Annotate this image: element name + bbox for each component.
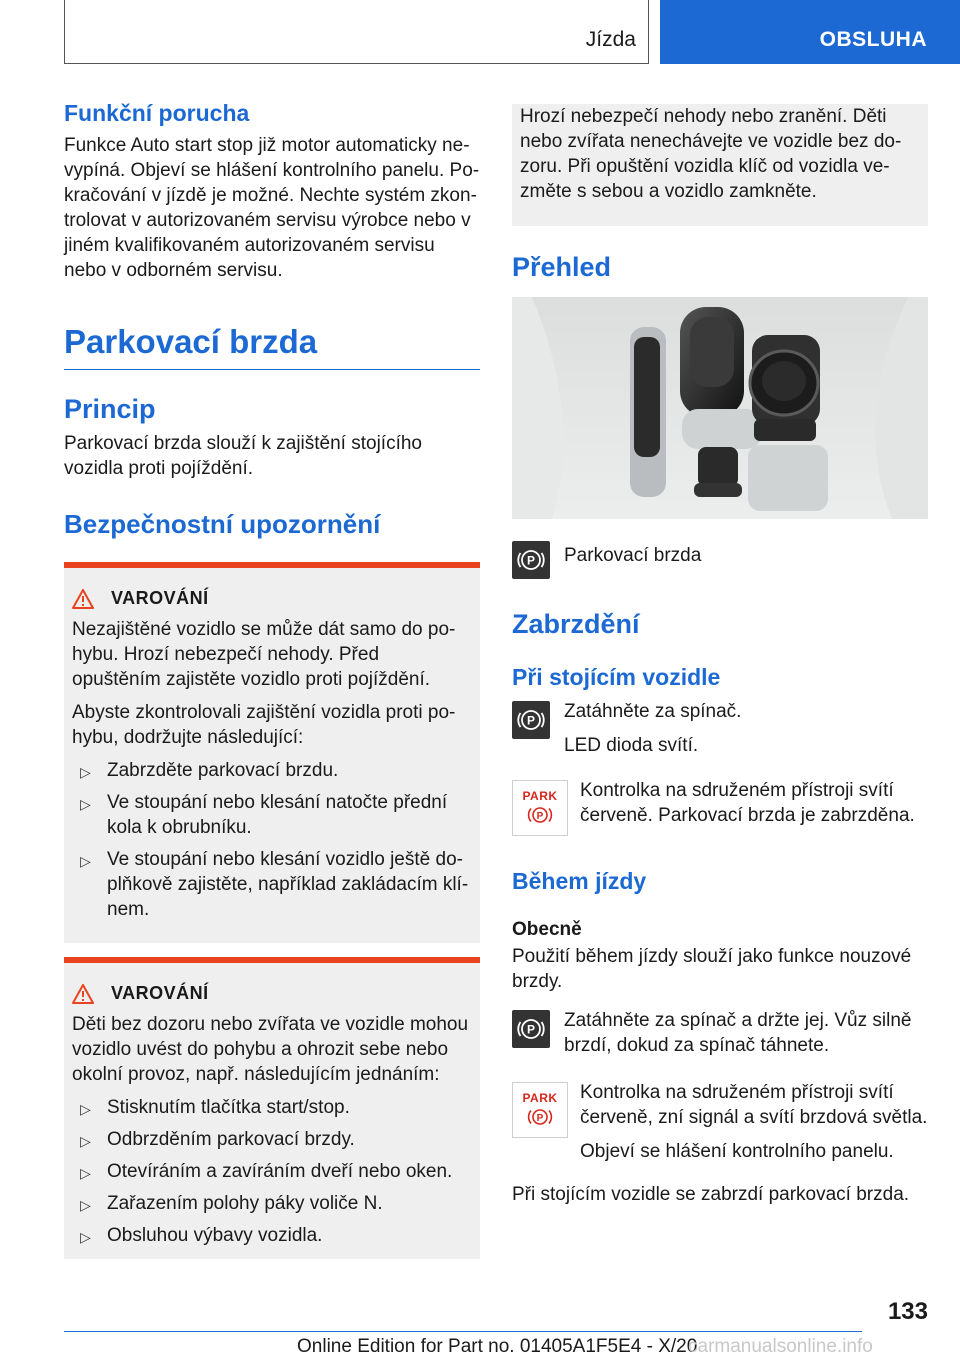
parking-brake-icon (512, 1010, 550, 1048)
watermark: carmanualsonline.info (688, 1336, 873, 1357)
driving-heading: Během jízdy (512, 868, 647, 894)
fault-heading: Funkční porucha (64, 100, 250, 126)
console-photo (512, 297, 928, 519)
warning-title: VAROVÁNÍ (111, 983, 209, 1003)
step-text: Zatáhněte za spínač a držte jej. Vůz silně brzdí, dokud za spínač táhnete. (564, 1010, 912, 1056)
warning-list (72, 1095, 472, 1248)
edition-text: Online Edition for Part no. 01405A1F5E4 - X/20 (297, 1336, 698, 1357)
footer-rule (64, 1331, 862, 1332)
indicator-text: Kontrolka na sdruženém přístroji svítí červeně, zní signál a svítí brzdová světla. (580, 1082, 928, 1128)
section-label: Jízda (585, 28, 636, 51)
warning-text: Abyste zkontrolovali zajištění vozidla proti pohybu, dodržujte následující: (72, 702, 456, 748)
step-text: Zatáhněte za spínač. (564, 701, 742, 722)
svg-text:P: P (526, 1022, 536, 1037)
principle-heading: Princip (64, 394, 156, 424)
apply-heading: Zabrzdění (512, 609, 640, 639)
warning-text: Hrozí nebezpečí nehody nebo zranění. Děti nebo zvířata nenechávejte ve vozidle bez dozoru. Při opuštění vozidla klíč od vozidla vezměte s sebou a vozidlo zamkněte. (520, 106, 902, 202)
list-item: ▷ Odbrzděním parkovací brzdy. (80, 1129, 355, 1150)
center-console-image (512, 297, 928, 519)
page-number: 133 (887, 1298, 928, 1325)
parking-brake-icon (512, 541, 550, 579)
warning-icon (72, 984, 94, 1004)
stationary-heading: Při stojícím vozidle (512, 664, 721, 690)
indicator-text: Objeví se hlášení kontrolního panelu. (580, 1141, 894, 1162)
warning-text: Nezajištěné vozidlo se může dát samo do pohybu. Hrozí nebezpečí nehody. Před opuštěním zajistěte vozidlo proti pojíždění. (72, 619, 456, 690)
list-item: ▷ Ve stoupání nebo klesání vozidlo ještě doplňkově zajistěte, například zakládacím klínem. (80, 849, 469, 920)
general-text: Použití během jízdy slouží jako funkce nouzové brzdy. (512, 946, 912, 992)
list-item: ▷ Obsluhou výbavy vozidla. (80, 1225, 323, 1246)
park-indicator-icon: PARK P (512, 1082, 568, 1138)
warning-continuation (512, 104, 928, 226)
general-heading: Obecně (512, 919, 582, 940)
final-text: Při stojícím vozidle se zabrzdí parkovací brzda. (512, 1184, 910, 1205)
svg-text:P: P (526, 713, 536, 728)
list-item: ▷ Zařazením polohy páky voliče N. (80, 1193, 383, 1214)
icon-caption: Parkovací brzda (564, 545, 702, 566)
svg-text:P: P (536, 811, 544, 822)
warning-icon (72, 589, 94, 609)
heading-rule (64, 369, 480, 370)
driving-step (512, 1008, 928, 1058)
list-item: ▷ Zabrzděte parkovací brzdu. (80, 760, 339, 781)
warning-box-2 (64, 957, 480, 1259)
header-frame (64, 0, 649, 64)
main-heading: Parkovací brzda (64, 323, 318, 360)
list-item: ▷ Stisknutím tlačítka start/stop. (80, 1097, 350, 1118)
driving-indicator (512, 1080, 928, 1164)
stationary-step (512, 699, 928, 758)
principle-text: Parkovací brzda slouží k zajištění stojícího vozidla proti pojíždění. (64, 433, 422, 479)
overview-item (512, 539, 928, 579)
warning-title: VAROVÁNÍ (111, 588, 209, 608)
overview-heading: Přehled (512, 252, 612, 282)
park-indicator-icon: PARK P (512, 780, 568, 836)
indicator-text: Kontrolka na sdruženém přístroji svítí červeně. Parkovací brzda je zabrzděna. (580, 780, 915, 826)
fault-text: Funkce Auto start stop již motor automaticky nevypíná. Objeví se hlášení kontrolního panelu. Pokračování v jízdě je možné. Nechte systém zkontrolovat v autorizovaném servisu výrobce nebo v jiném kvalifikovaném autorizovaném servisu nebo v odborném servisu. (64, 135, 480, 281)
svg-text:P: P (526, 553, 536, 568)
safety-heading: Bezpečnostní upozornění (64, 509, 381, 539)
stationary-indicator (512, 778, 928, 836)
left-column (64, 100, 480, 1259)
chapter-tab: OBSLUHA (660, 0, 960, 64)
step-text: LED dioda svítí. (564, 735, 699, 756)
list-item: ▷ Ve stoupání nebo klesání natočte přední kola k obrubníku. (80, 792, 448, 838)
warning-text: Děti bez dozoru nebo zvířata ve vozidle mohou vozidlo uvést do pohybu a ohrozit sebe nebo okolní provoz, např. následujícím jednáním: (72, 1014, 469, 1085)
right-column (512, 104, 928, 1207)
svg-text:P: P (536, 1113, 544, 1124)
warning-list (72, 758, 472, 922)
parking-brake-icon (512, 701, 550, 739)
list-item: ▷ Otevíráním a zavíráním dveří nebo oken. (80, 1161, 453, 1182)
warning-box-1 (64, 562, 480, 943)
